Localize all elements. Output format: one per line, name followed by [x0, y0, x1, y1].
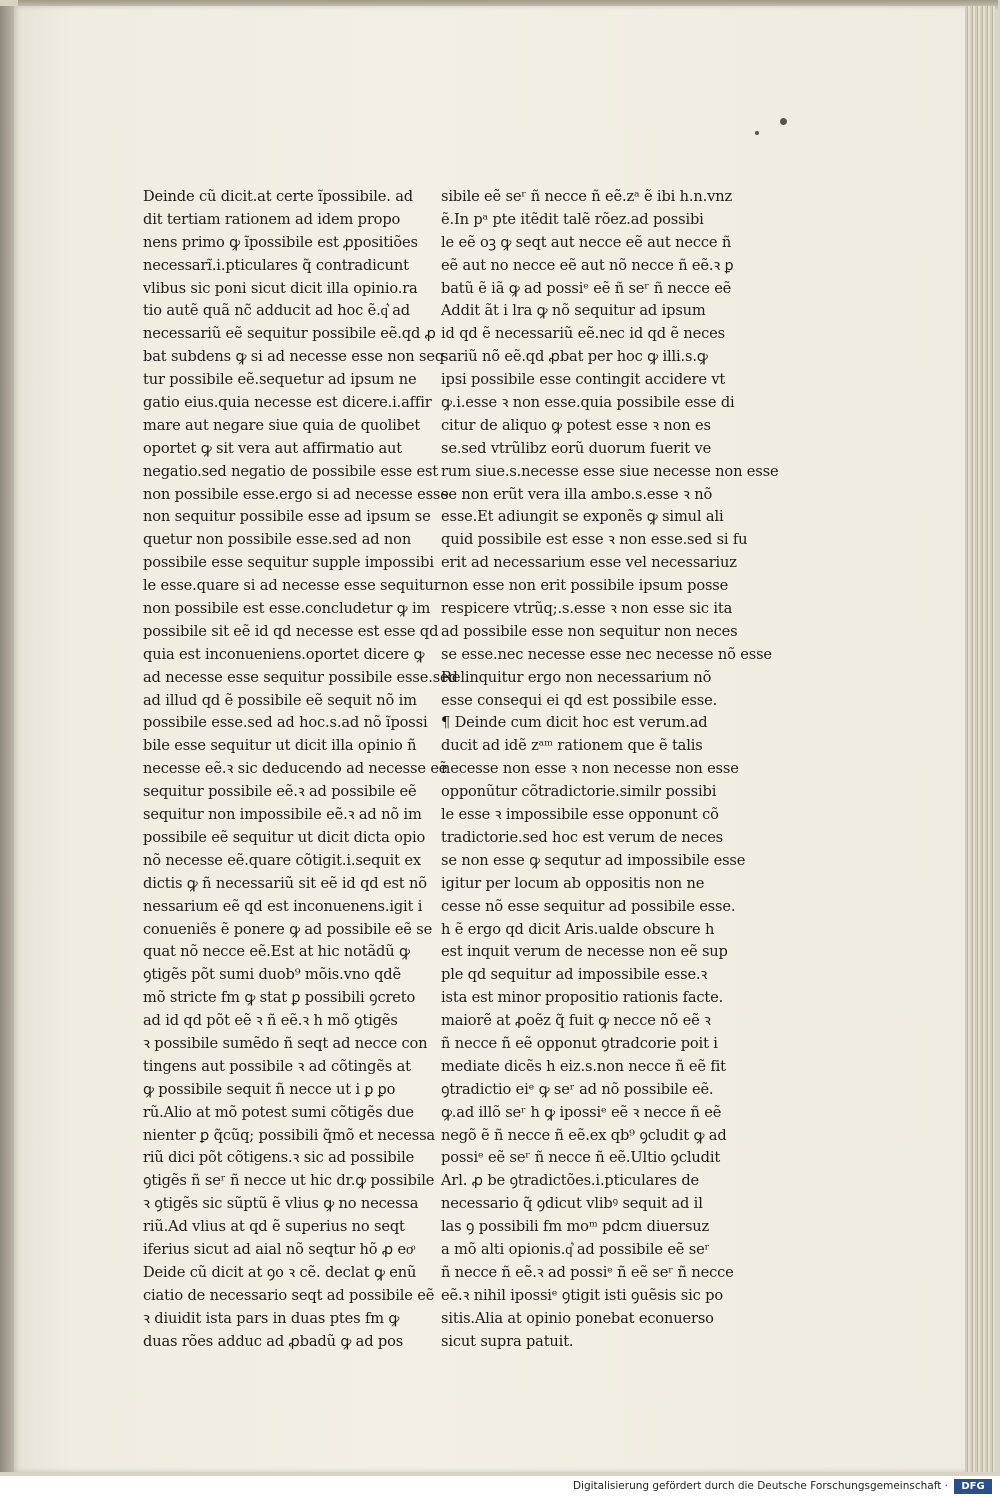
text-line: id qd ẽ necessariũ eẽ.nec id qd ẽ neces: [441, 325, 725, 343]
text-line: sitis.Alia at opinio ponebat econuerso: [441, 1309, 714, 1327]
ink-spot: [780, 118, 787, 125]
text-line: rum siue.s.necesse esse siue necesse non esse: [441, 462, 779, 480]
text-line: tur possibile eẽ.sequetur ad ipsum ne: [143, 371, 417, 389]
text-line: quat nõ necce eẽ.Est at hic notãdũ ꝙ: [143, 943, 410, 961]
footer-credit: Digitalisierung gefördert durch die Deutsche Forschungsgemeinschaft ·: [572, 1480, 948, 1492]
text-line: possiᵉ eẽ seʳ ñ necce ñ eẽ.Ultio ꝯcludit: [441, 1149, 721, 1167]
text-line: Deide cũ dicit at ꝯo ꝛ cẽ. declat ꝙ enũ: [143, 1263, 417, 1281]
text-line: duas rões adduc ad ꝓbadũ ꝙ ad pos: [143, 1332, 404, 1350]
text-line: se non erũt vera illa ambo.s.esse ꝛ nõ: [441, 485, 713, 503]
text-line: ꝛ ꝯtigẽs sic sũptũ ẽ vlius ꝙ no necessa: [143, 1195, 419, 1213]
text-line: rũ.Alio at mõ potest sumi cõtigẽs due: [143, 1103, 414, 1121]
text-line: sequitur possibile eẽ.ꝛ ad possibile eẽ: [143, 783, 417, 801]
text-line: ꝯtradictio eiᵉ ꝙ seʳ ad nõ possibile eẽ.: [441, 1080, 714, 1098]
text-line: ꝛ possibile sumẽdo ñ seqt ad necce con: [143, 1034, 428, 1052]
text-line: possibile esse sequitur supple impossibi: [143, 554, 434, 572]
text-line: ẽ.In pᵃ pte itẽdit talẽ rõez.ad possibi: [441, 210, 704, 228]
text-line: ꝯtigẽs ñ seʳ ñ necce ut hic dr.ꝙ possibile: [143, 1172, 435, 1190]
text-line: non esse non erit possibile ipsum posse: [441, 577, 729, 595]
text-line: ñ necce ñ eẽ opponut ꝯtradcorie poit i: [441, 1034, 718, 1052]
text-line: quia est inconueniens.oportet dicere ꝙ: [143, 645, 425, 663]
text-line: ꝯtigẽs põt sumi duob⁹ mõis.vno qdẽ: [143, 966, 401, 984]
text-line: ista est minor propositio rationis facte.: [441, 989, 724, 1007]
text-line: mediate dicẽs h eiz.s.non necce ñ eẽ fit: [441, 1057, 726, 1075]
text-line: gatio eius.quia necesse est dicere.i.affir: [143, 394, 432, 412]
text-line: conueniẽs ẽ ponere ꝙ ad possibile eẽ se: [143, 920, 433, 938]
text-line: ñ necce ñ eẽ.ꝛ ad possiᵉ ñ eẽ seʳ ñ necce: [441, 1263, 734, 1281]
text-line: esse.Et adiungit se exponẽs ꝙ simul ali: [441, 508, 724, 526]
text-line: eẽ.ꝛ nihil ipossiᵉ ꝯtigit isti ꝯuẽsis sic po: [441, 1286, 723, 1304]
text-line: batũ ẽ iã ꝙ ad possiᵉ eẽ ñ seʳ ñ necce eẽ: [441, 279, 732, 297]
text-line: ciatio de necessario seqt ad possibile eẽ: [143, 1286, 435, 1304]
text-line: le esse ꝛ impossibile esse opponunt cõ: [441, 806, 719, 824]
text-line: necesse eẽ.ꝛ sic deducendo ad necesse eẽ: [143, 760, 448, 778]
text-line: se.sed vtrũlibz eorũ duorum fuerit ve: [441, 439, 712, 457]
text-line: bile esse sequitur ut dicit illa opinio ñ: [143, 737, 417, 755]
text-line: dictis ꝙ ñ necessariũ sit eẽ id qd est nõ: [143, 874, 427, 892]
text-line: tingens aut possibile ꝛ ad cõtingẽs at: [143, 1057, 411, 1075]
text-line: ple qd sequitur ad impossibile esse.ꝛ: [441, 966, 708, 984]
ink-spot-small: [755, 131, 759, 135]
text-line: ad necesse esse sequitur possibile esse.sed: [143, 668, 458, 686]
text-line: nens primo ꝙ ĩpossibile est ꝓpositiões: [143, 233, 418, 251]
text-line: ad id qd põt eẽ ꝛ ñ eẽ.ꝛ h mõ ꝯtigẽs: [143, 1012, 398, 1030]
text-line: nienter ꝑ q̃cũq; possibili q̃mõ et necessa: [143, 1126, 435, 1144]
text-line: Deinde cũ dicit.at certe ĩpossibile. ad: [143, 188, 413, 205]
text-line: oportet ꝙ sit vera aut affirmatio aut: [143, 439, 403, 457]
text-line: mare aut negare siue quia de quolibet: [143, 416, 421, 434]
footer-bar: [0, 1476, 1000, 1498]
text-line: negatio.sed negatio de possibile esse est: [143, 462, 438, 480]
text-line: necessarĩ.i.pticulares q̃ contradicunt: [143, 256, 409, 274]
text-line: quid possibile est esse ꝛ non esse.sed si fu: [441, 531, 748, 549]
text-line: est inquit verum de necesse non eẽ sup: [441, 943, 728, 961]
text-line: non sequitur possibile esse ad ipsum se: [143, 508, 431, 526]
text-line: las ꝯ possibili fm moᵐ pdcm diuersuz: [441, 1218, 710, 1236]
text-line: non possibile est esse.concludetur ꝙ im: [143, 600, 431, 618]
text-line: possibile sit eẽ id qd necesse est esse qd: [143, 622, 439, 640]
text-line: sequitur non impossibile eẽ.ꝛ ad nõ im: [143, 806, 422, 824]
text-line: dit tertiam rationem ad idem propo: [143, 210, 401, 228]
text-line: Addit ãt i lra ꝙ nõ sequitur ad ipsum: [441, 302, 706, 320]
text-line: ad illud qd ẽ possibile eẽ sequit nõ im: [143, 691, 417, 709]
text-line: ducit ad idẽ zᵃᵐ rationem que ẽ talis: [441, 737, 703, 755]
left-text-column: [143, 186, 458, 1353]
text-line: maiorẽ at ꝓoẽz q̃ fuit ꝙ necce nõ eẽ ꝛ: [441, 1012, 711, 1030]
text-line: necessariũ eẽ sequitur possibile eẽ.qd ꝓ: [143, 325, 436, 343]
right-text-column: [441, 186, 779, 1353]
text-line: Relinquitur ergo non necessarium nõ: [441, 668, 712, 686]
text-line: possibile eẽ sequitur ut dicit dicta opio: [143, 828, 426, 846]
text-line: bat subdens ꝙ si ad necesse esse non seq: [143, 348, 445, 366]
text-line: ¶ Deinde cum dicit hoc est verum.ad: [441, 714, 708, 732]
page-stack-edge: [965, 6, 995, 1472]
text-line: le esse.quare si ad necesse esse sequitur: [143, 577, 441, 595]
text-line: igitur per locum ab oppositis non ne: [441, 874, 705, 892]
text-line: Arl. ꝓ be ꝯtradictões.i.pticulares de: [441, 1172, 700, 1190]
text-line: sicut supra patuit.: [441, 1332, 574, 1350]
text-line: se non esse ꝙ sequtur ad impossibile esse: [441, 851, 746, 869]
text-line: eẽ aut no necce eẽ aut nõ necce ñ eẽ.ꝛ ꝑ: [441, 256, 734, 274]
text-line: riũ dici põt cõtigens.ꝛ sic ad possibile: [143, 1149, 415, 1167]
text-line: a mõ alti opionis.q͛ ad possibile eẽ seʳ: [441, 1240, 710, 1258]
text-line: nessarium eẽ qd est inconuenens.igit i: [143, 897, 423, 915]
text-line: sariũ nõ eẽ.qd ꝓbat per hoc ꝙ illi.s.ꝙ: [441, 348, 708, 366]
text-line: le eẽ oꝫ ꝙ seqt aut necce eẽ aut necce ñ: [441, 233, 732, 251]
text-line: ipsi possibile esse contingit accidere vt: [441, 371, 726, 389]
text-line: ad possibile esse non sequitur non neces: [441, 622, 738, 640]
text-line: non possibile esse.ergo si ad necesse esse: [143, 485, 449, 503]
text-line: quetur non possibile esse.sed ad non: [143, 531, 412, 549]
text-line: riũ.Ad vlius at qd ẽ superius no seqt: [143, 1218, 405, 1236]
text-line: tradictorie.sed hoc est verum de neces: [441, 828, 724, 846]
text-line: esse consequi ei qd est possibile esse.: [441, 691, 718, 709]
text-line: cesse nõ esse sequitur ad possibile esse.: [441, 897, 736, 915]
text-line: tio autẽ quã nc̃ adducit ad hoc ẽ.q͛ ad: [143, 302, 410, 320]
text-line: ꝙ possibile sequit ñ necce ut i ꝑ ꝑo: [143, 1080, 396, 1098]
text-line: sibile eẽ seʳ ñ necce ñ eẽ.zᵃ ẽ ibi h.n.vnz: [441, 188, 733, 205]
text-line: respicere vtrũq;.s.esse ꝛ non esse sic ita: [441, 600, 733, 618]
text-line: h ẽ ergo qd dicit Aris.ualde obscure h: [441, 920, 715, 938]
text-line: necessario q̃ ꝯdicut vlibꝰ sequit ad il: [441, 1195, 703, 1213]
text-line: possibile esse.sed ad hoc.s.ad nõ ĩpossi: [143, 714, 428, 732]
text-line: ꝛ diuidit ista pars in duas ptes fm ꝙ: [143, 1309, 400, 1327]
text-line: nõ necesse eẽ.quare cõtigit.i.sequit ex: [143, 851, 421, 869]
text-line: ꝙ.ad illõ seʳ h ꝙ ipossiᵉ eẽ ꝛ necce ñ eẽ: [441, 1103, 722, 1121]
text-line: se esse.nec necesse esse nec necesse nõ esse: [441, 645, 772, 663]
text-line: opponũtur cõtradictorie.similr possibi: [441, 783, 717, 801]
text-line: erit ad necessarium esse vel necessariuz: [441, 554, 737, 572]
text-line: vlibus sic poni sicut dicit illa opinio.ra: [143, 279, 418, 297]
text-line: necesse non esse ꝛ non necesse non esse: [441, 760, 739, 778]
text-line: mõ stricte fm ꝙ stat ꝑ possibili ꝯcreto: [143, 989, 416, 1007]
text-line: negõ ẽ ñ necce ñ eẽ.ex qb⁹ ꝯcludit ꝙ ad: [441, 1126, 727, 1144]
text-line: iferius sicut ad aial nõ seqtur hõ ꝓ eoͦ: [143, 1240, 414, 1258]
text-line: citur de aliquo ꝙ potest esse ꝛ non es: [441, 416, 711, 434]
text-line: ꝙ.i.esse ꝛ non esse.quia possibile esse di: [441, 394, 735, 412]
dfg-logo: DFG: [954, 1479, 992, 1494]
